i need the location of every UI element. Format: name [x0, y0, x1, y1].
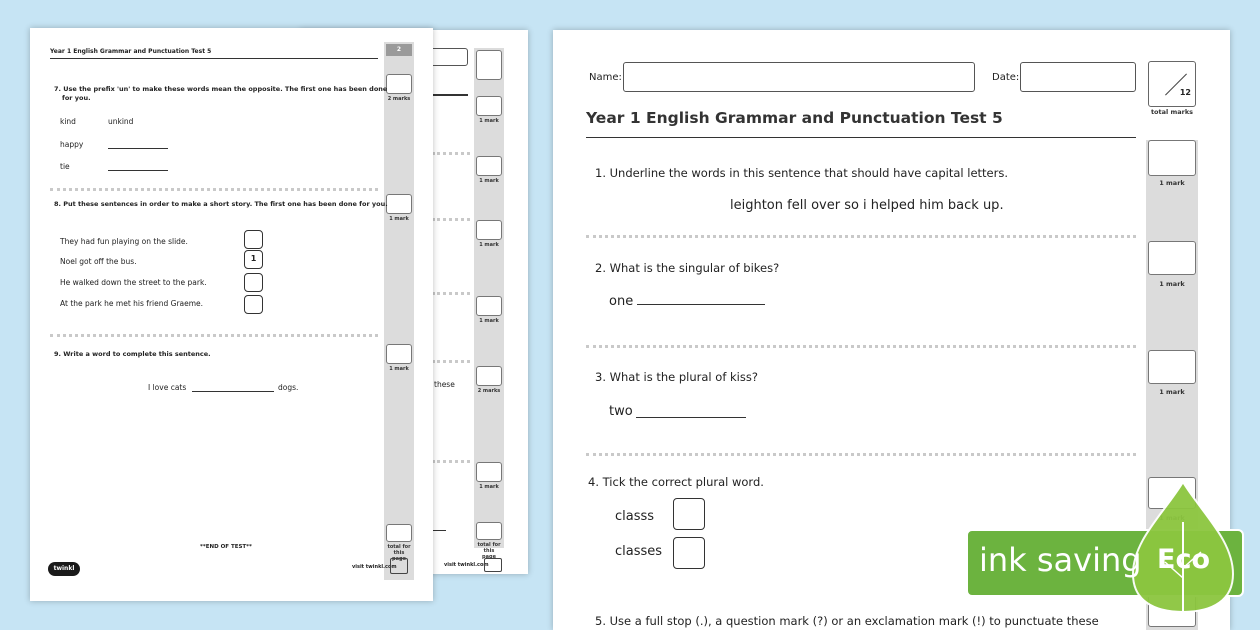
left-q9-sentence-start: I love cats	[148, 383, 187, 392]
left-q7-answer-line	[108, 170, 168, 171]
q4-tick-box[interactable]	[673, 498, 705, 530]
left-footer-visit: visit twinkl.com	[352, 564, 397, 570]
back-mark-box	[476, 96, 502, 116]
q3-answer-line[interactable]	[636, 417, 746, 418]
left-mark-column	[384, 42, 414, 580]
main-dot-divider	[586, 453, 1136, 456]
back-footer-badge-icon	[484, 558, 502, 572]
eco-badge	[965, 482, 1255, 612]
back-mark-label: 1 mark	[479, 178, 499, 184]
left-q9-text: 9. Write a word to complete this sentence.	[54, 350, 211, 358]
back-dot-divider	[432, 460, 470, 463]
q2-mark-label: 1 mark	[1159, 280, 1185, 288]
left-q7-text-cont: for you.	[62, 94, 91, 102]
main-dot-divider	[586, 235, 1136, 238]
left-q7-text: 7. Use the prefix 'un' to make these words mean the opposite. The first one has been done	[54, 85, 388, 93]
q3-prefix: two	[609, 404, 633, 419]
left-q9-sentence-end: dogs.	[278, 383, 299, 392]
left-dot-divider	[50, 334, 378, 337]
left-q8-sentence: At the park he met his friend Graeme.	[60, 299, 204, 308]
left-worksheet-page	[30, 28, 433, 601]
left-q8-sentence: He walked down the street to the park.	[60, 278, 207, 287]
q2-answer-line[interactable]	[637, 304, 765, 305]
date-label: Date:	[992, 72, 1020, 83]
back-name-field	[428, 48, 468, 66]
left-q8-mark-label: 1 mark	[389, 216, 409, 222]
left-page-total-box	[386, 524, 412, 542]
left-q8-order-box[interactable]	[244, 273, 263, 292]
q1-text: 1. Underline the words in this sentence that should have capital letters.	[595, 166, 1008, 180]
left-sheet-header: Year 1 English Grammar and Punctuation Test 5	[50, 48, 212, 55]
left-q9-answer-line	[192, 391, 274, 392]
left-q7-word: tie	[60, 162, 70, 171]
date-field[interactable]	[1020, 62, 1136, 92]
main-title: Year 1 English Grammar and Punctuation Test 5	[586, 109, 1003, 127]
back-title-rule	[428, 94, 468, 96]
left-q8-sentence: They had fun playing on the slide.	[60, 237, 188, 246]
back-dot-divider	[432, 360, 470, 363]
total-marks-value: 12	[1179, 88, 1191, 97]
back-mark-box	[476, 366, 502, 386]
back-mark-label: 1 mark	[479, 242, 499, 248]
left-footer-badge-icon	[390, 558, 408, 574]
eco-label: Eco	[1157, 544, 1210, 575]
main-dot-divider	[586, 345, 1136, 348]
q3-mark-label: 1 mark	[1159, 388, 1185, 396]
left-q9-mark-box	[386, 344, 412, 364]
left-q8-text: 8. Put these sentences in order to make a short story. The first one has been done for you.	[54, 200, 388, 208]
back-page-total-label: total for this page	[477, 542, 501, 560]
left-q7-word: happy	[60, 140, 84, 149]
q4-tick-box[interactable]	[673, 537, 705, 569]
back-answer-line	[432, 530, 446, 531]
left-q7-answer-line	[108, 148, 168, 149]
back-mark-label: 1 mark	[479, 318, 499, 324]
total-marks-label: total marks	[1150, 108, 1194, 116]
back-question-fragment: these	[434, 380, 455, 389]
back-mark-label: 1 mark	[479, 118, 499, 124]
back-dot-divider	[432, 218, 470, 221]
back-mark-box	[476, 462, 502, 482]
q3-mark-box[interactable]	[1148, 350, 1196, 384]
q4-text: 4. Tick the correct plural word.	[588, 475, 764, 489]
left-page-total-label: total for this page	[387, 544, 411, 562]
back-mark-label: 2 marks	[477, 388, 501, 394]
q2-text: 2. What is the singular of bikes?	[595, 261, 780, 275]
left-q8-sentence: Noel got off the bus.	[60, 257, 137, 266]
left-q8-order-box[interactable]: 1	[244, 250, 263, 269]
left-header-rule	[50, 58, 378, 59]
total-marks-box	[1148, 61, 1196, 107]
back-mark-box	[476, 220, 502, 240]
main-title-rule	[586, 137, 1136, 138]
left-q7-answer: unkind	[108, 117, 134, 126]
name-label: Name:	[589, 72, 622, 83]
left-q9-mark-label: 1 mark	[389, 366, 409, 372]
left-q8-order-box[interactable]	[244, 230, 263, 249]
twinkl-logo: twinkl	[48, 562, 80, 576]
back-mark-box	[476, 156, 502, 176]
left-q7-mark-box	[386, 74, 412, 94]
q3-text: 3. What is the plural of kiss?	[595, 370, 758, 384]
q4-option: classs	[615, 509, 655, 524]
q2-prefix: one	[609, 294, 634, 309]
left-dot-divider	[50, 188, 378, 191]
left-q7-word: kind	[60, 117, 76, 126]
q4-option: classes	[615, 544, 663, 559]
back-mark-label: 1 mark	[479, 484, 499, 490]
back-page-total-box	[476, 522, 502, 540]
ink-saving-label: ink saving	[979, 541, 1142, 579]
q1-mark-label: 1 mark	[1159, 179, 1185, 187]
q1-sentence: leighton fell over so i helped him back up.	[730, 198, 1004, 213]
left-q7-mark-label: 2 marks	[387, 96, 411, 102]
left-q8-mark-box	[386, 194, 412, 214]
end-of-test: **END OF TEST**	[200, 544, 252, 550]
back-dot-divider	[432, 152, 470, 155]
q5-text: 5. Use a full stop (.), a question mark (?) or an exclamation mark (!) to punctuate these	[595, 614, 1099, 628]
left-page-number: 2	[386, 44, 412, 56]
name-field[interactable]	[623, 62, 975, 92]
back-dot-divider	[432, 292, 470, 295]
left-q8-order-box[interactable]	[244, 295, 263, 314]
back-footer-visit: visit twinkl.com	[444, 562, 489, 568]
q2-mark-box[interactable]	[1148, 241, 1196, 275]
q1-mark-box[interactable]	[1148, 140, 1196, 176]
back-total-marks-box	[476, 50, 502, 80]
back-mark-box	[476, 296, 502, 316]
